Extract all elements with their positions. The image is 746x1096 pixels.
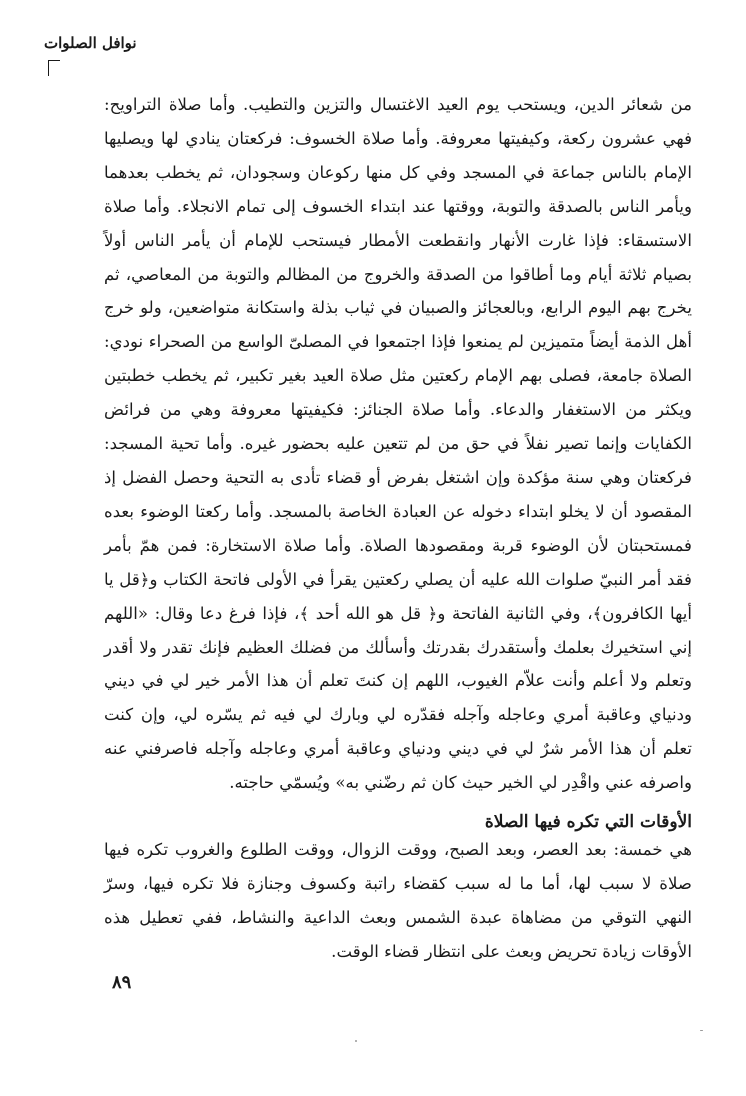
page-number: ٨٩ xyxy=(112,972,132,993)
running-header: نوافل الصلوات xyxy=(44,34,137,52)
scan-speck xyxy=(700,1030,703,1031)
main-paragraph: من شعائر الدين، ويستحب يوم العيد الاغتسال والتزين والتطيب. وأما صلاة التراويح: فهي عشرون ركعة، وكيفيتها معروفة. وأما صلاة الخسوف: فركعتان ينادي لها ويصليها الإمام بالناس جماعة في المسجد وفي كل منها ركوعان وسجودان، ثم يخطب بعدهما ويأمر الناس بالصدقة والتوبة، ووقتها عند ابتداء الخسوف إلى تمام الانجلاء. وأما صلاة الاستسقاء: فإذا غارت الأنهار وانقطعت الأمطار فيستحب للإمام أن يأمر الناس أولاً بصيام ثلاثة أيام وما أطاقوا من الصدقة والخروج من المظالم والتوبة من المعاصي، ثم يخرج بهم اليوم الرابع، وبالعجائز والصبيان في ثياب بذلة واستكانة متواضعين، ولو خرج أهل الذمة أيضاً متميزين لم يمنعوا فإذا اجتمعوا في المصلىّ الواسع من الصحراء نودي: الصلاة جامعة، فصلى بهم الإمام ركعتين مثل صلاة العيد بغير تكبير، ثم يخطب خطبتين ويكثر من الاستغفار والدعاء. وأما صلاة الجنائز: فكيفيتها معروفة وهي من فرائض الكفايات وإنما تصير نفلاً في حق من لم تتعين عليه بحضور غيره. وأما تحية المسجد: فركعتان وهي سنة مؤكدة وإن اشتغل بفرض أو قضاء تأدى به التحية وحصل الفضل إذ المقصود أن لا يخلو ابتداء دخوله عن العبادة الخاصة بالمسجد. وأما ركعتا الوضوء بعده فمستحبتان لأن الوضوء قربة ومقصودها الصلاة. وأما صلاة الاستخارة: فمن همّ بأمر فقد أمر النبيّ صلوات الله عليه أن يصلي ركعتين يقرأ في الأولى فاتحة الكتاب و﴿قل يا أيها الكافرون﴾، وفي الثانية الفاتحة و﴿ قل هو الله أحد ﴾، فإذا فرغ دعا وقال: «اللهم إني استخيرك بعلمك وأستقدرك بقدرتك وأسألك من فضلك العظيم فإنك تقدر ولا أقدر وتعلم ولا أعلم وأنت علاّم الغيوب، اللهم إن كنتَ تعلم أن هذا الأمر خير لي في ديني ودنياي وعاقبة أمري وعاجله وآجله فقدّره لي وبارك لي فيه ثم يسّره لي، وإن كنت تعلم أن هذا الأمر شرٌ لي في ديني ودنياي وعاقبة أمري وعاجله وآجله فاصرفني عنه واصرفه عني واقْدِر لي الخير حيث كان ثم رضّني به» ويُسمّي حاجته. xyxy=(104,95,692,793)
main-text-block xyxy=(104,88,692,800)
section-heading: الأوقات التي تكره فيها الصلاة xyxy=(484,812,692,832)
header-rule-vertical xyxy=(48,60,53,76)
section-text-block xyxy=(104,833,692,969)
scan-speck xyxy=(355,1040,357,1042)
header-rule-horizontal xyxy=(48,60,60,61)
section-paragraph: هي خمسة: بعد العصر، وبعد الصبح، ووقت الزوال، ووقت الطلوع والغروب تكره فيها صلاة لا سبب لها، أما ما له سبب كقضاء راتبة وكسوف وجنازة فلا تكره فيها، وسرّ النهي التوقي من مضاهاة عبدة الشمس وبعث الداعية والنشاط، ففي تعطيل هذه الأوقات زيادة تحريض وبعث على انتظار قضاء الوقت. xyxy=(104,840,692,961)
